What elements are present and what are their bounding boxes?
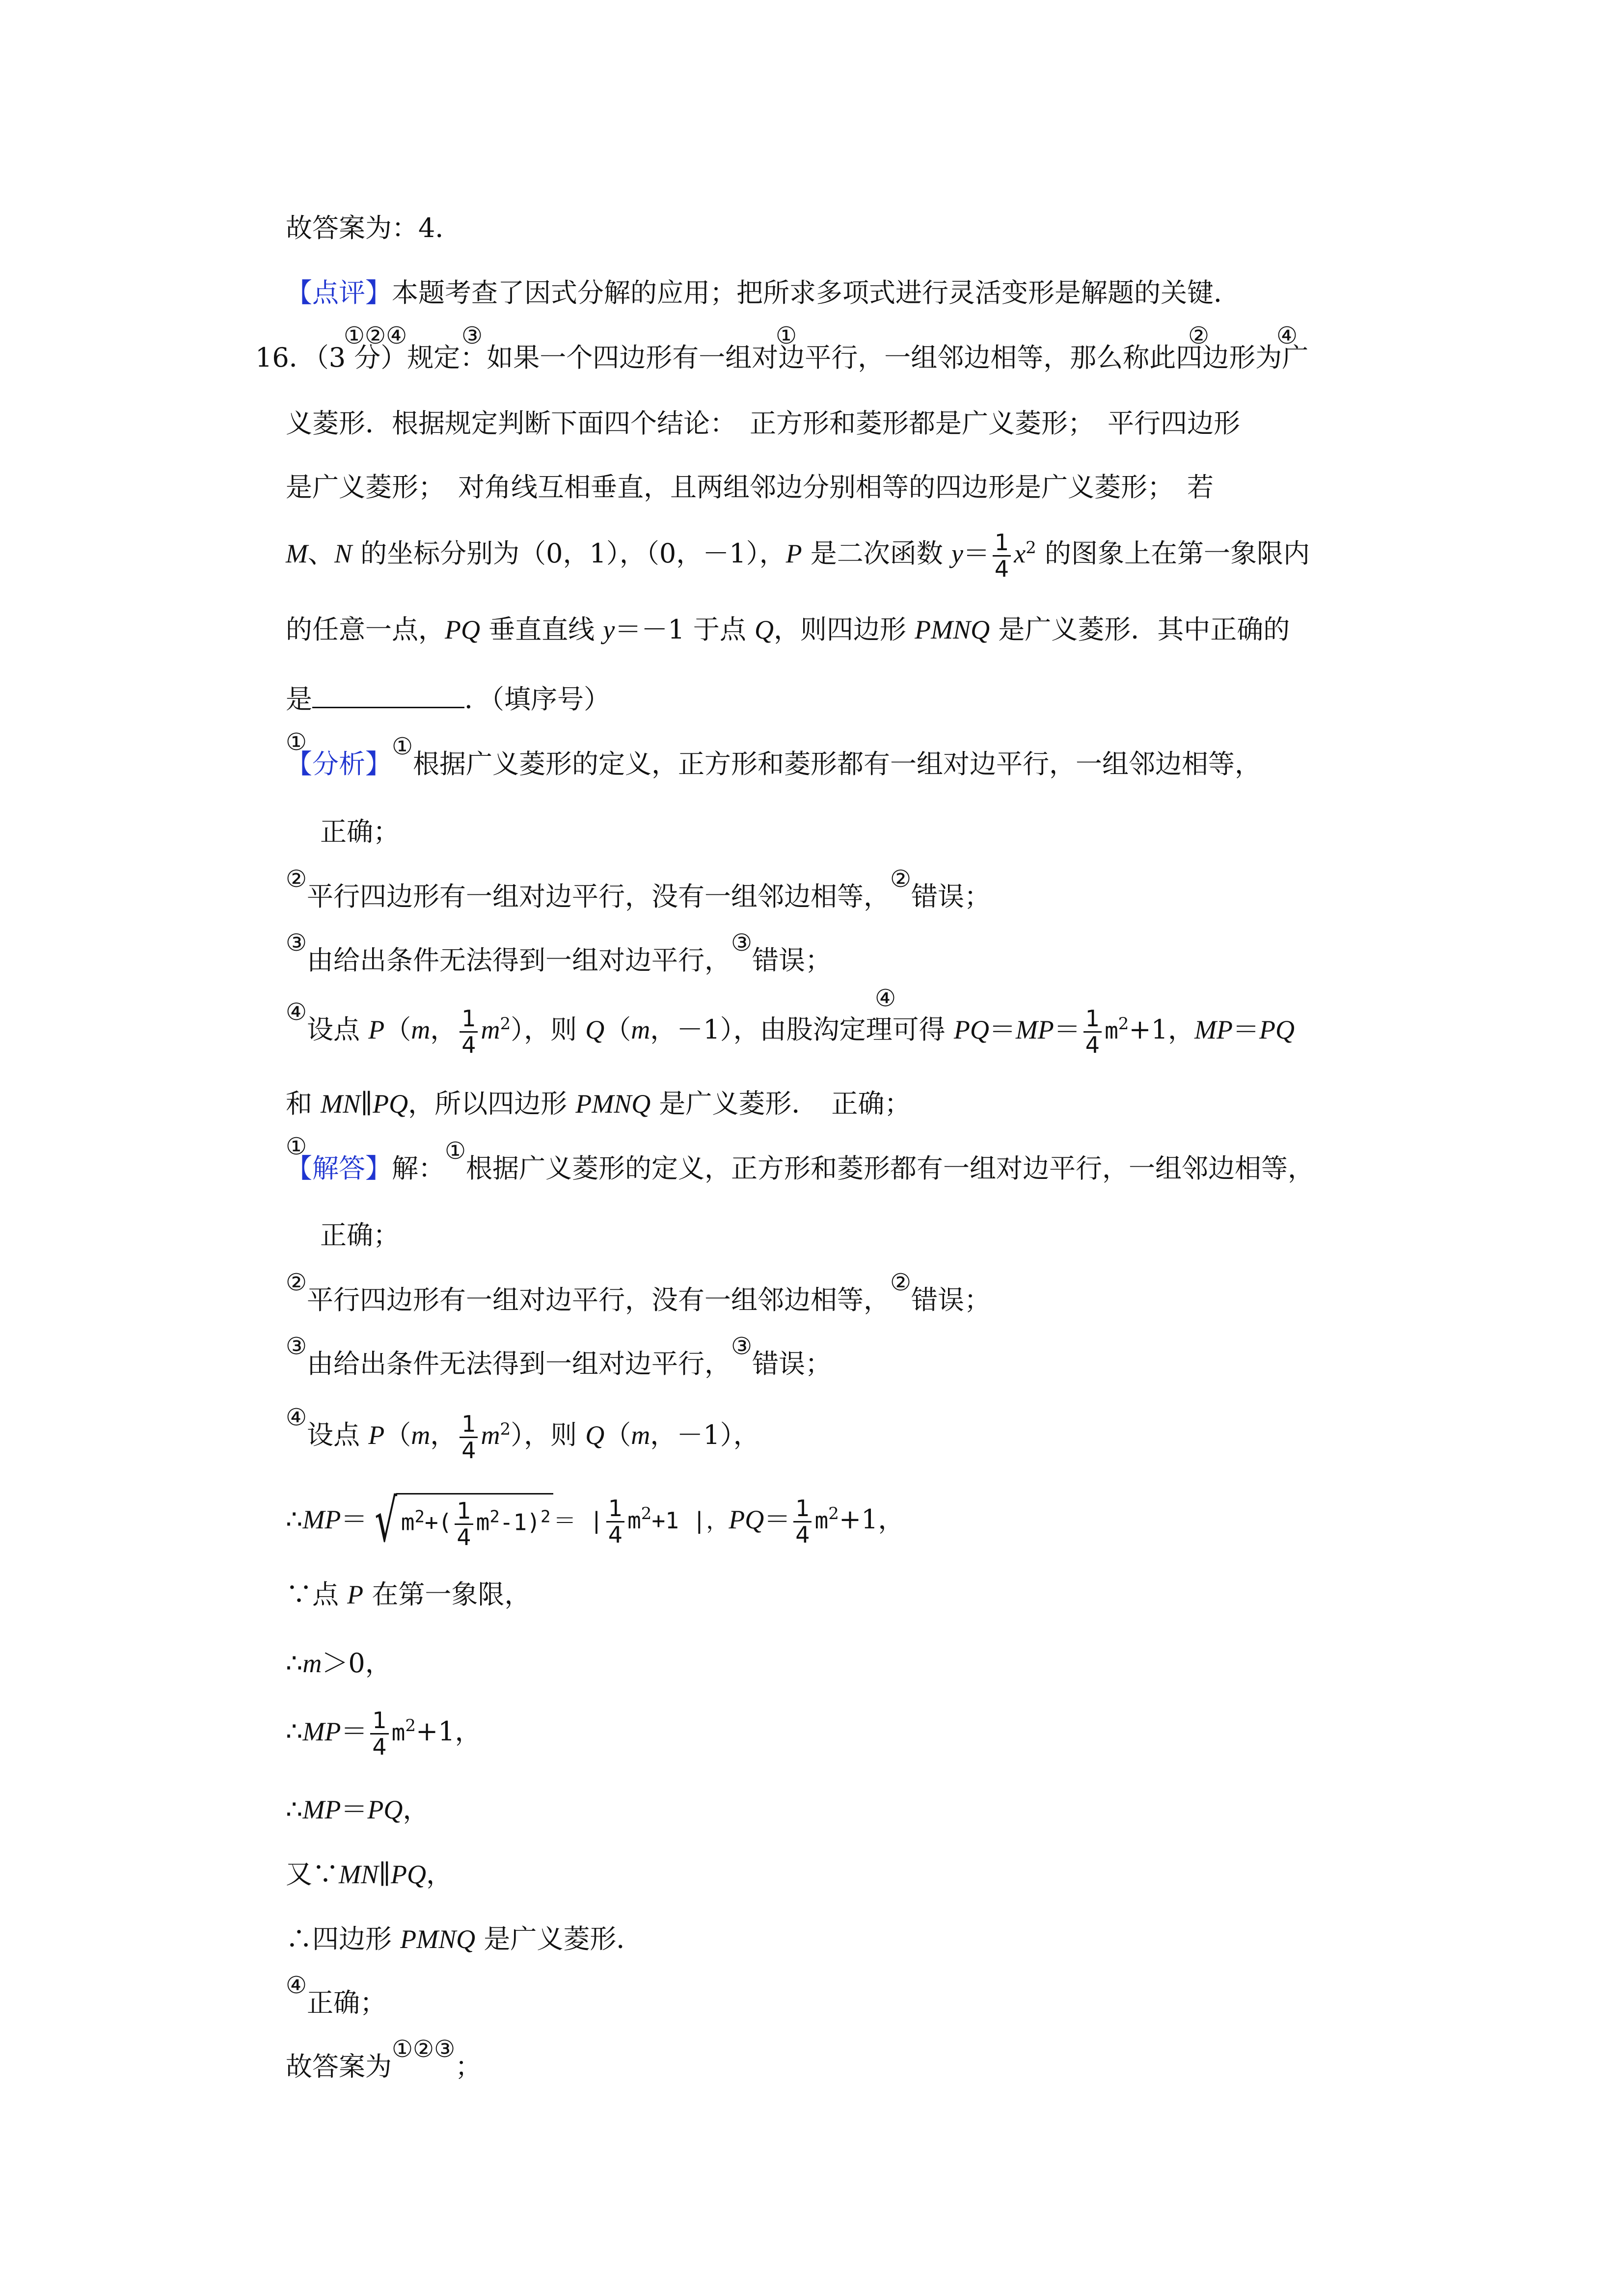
analysis-line-1b: 正确； [320,816,400,847]
previous-answer: 故答案为：4． [286,213,462,243]
solution-step-p-quadrant: ∵点 P 在第一象限， [286,1579,531,1610]
solution-tag: 【解答】 [286,1153,392,1184]
analysis-mark-1: ① [286,728,307,756]
solution-step-correct: ④正确； [286,1972,387,2018]
analysis-line-5: 和 MN∥PQ，所以四边形 PMNQ 是广义菱形． 正确； [286,1088,911,1119]
q16-line-2: 义菱形．根据规定判断下面四个结论： 正方形和菱形都是广义菱形； 平行四边形 [286,408,1240,439]
q16-line-3: 是广义菱形； 对角线互相垂直，且两组邻边分别相等的四边形是广义菱形； 若 [286,472,1214,503]
q16-line-6: 是 ．（填序号） [286,684,610,715]
q16-mark-2: ② [1188,322,1210,349]
solution-step-mp-value: ∴MP＝ $\frac{1}{4}$ $m^2+1$， [286,1707,482,1760]
comment-text: 本题考查了因式分解的应用；把所求多项式进行灵活变形是解题的关键． [392,277,1240,308]
solution-step-m-positive: ∴m＞0， [286,1648,392,1679]
analysis-line-4: ④设点 P（m， $\frac{1}{4}$ $m^2$），则 Q（m，－1），由股沟定理可得 PQ＝MP＝ $\frac{1}{4}$ $m^2+1$，MP＝PQ [286,998,1295,1058]
fraction-one-quarter: $\frac{1}{4}$ [993,530,1011,581]
analysis-line-3: ③由给出条件无法得到一组对边平行，③错误； [286,929,832,976]
answer-blank [312,685,464,708]
previous-comment [286,277,1240,308]
sqrt-icon: √ [375,1487,398,1555]
solution-step-parallel: 又∵MN∥PQ， [286,1859,453,1890]
analysis-line-1: 【分析】①根据广义菱形的定义，正方形和菱形都有一组对边平行，一组邻边相等， [286,733,1262,779]
solution-line-3: ③由给出条件无法得到一组对边平行，③错误； [286,1333,832,1379]
solution-step-conclusion: ∴四边形 PMNQ 是广义菱形． [286,1923,643,1954]
solution-mark-1: ① [286,1133,307,1160]
q16-line-1: 16．（3 分）规定：如果一个四边形有一组对边平行，一组邻边相等，那么称此四边形为广 [255,342,1309,373]
solution-line-2: ②平行四边形有一组对边平行，没有一组邻边相等，②错误； [286,1269,991,1315]
final-answer: 故答案为①②③； [286,2035,482,2082]
analysis-mark-4b: ④ [875,985,896,1012]
solution-line-1: 【解答】解：①根据广义菱形的定义，正方形和菱形都有一组对边平行，一组邻边相等， [286,1137,1315,1184]
solution-line-1b: 正确； [320,1220,400,1251]
q16-mark-1: ① [776,322,797,349]
analysis-line-2: ②平行四边形有一组对边平行，没有一组邻边相等，②错误； [286,865,991,912]
q16-mark-124: ①②④ [344,322,407,349]
solution-line-4: ④设点 P（m， $\frac{1}{4}$ $m^2$），则 Q（m，－1）， [286,1404,760,1464]
q16-mark-3: ③ [461,322,483,349]
analysis-tag: 【分析】 [286,748,392,779]
q16-line-4: M、N 的坐标分别为（0，1），（0，－1），P 是二次函数 y＝ $\frac{1}{4}$ $x^2$ 的图象上在第一象限内 [286,529,1310,582]
solution-step-mp-eq-pq: ∴MP＝PQ， [286,1794,430,1825]
comment-tag: 【点评】 [286,277,392,308]
q16-mark-4: ④ [1276,322,1298,349]
solution-step-mp-formula: ∴MP＝ √ $m^2+$( $\frac{1}{4}$ $m^2-1)^2$ ＝ | $\frac{1}{4}$ $m^2+1$ |，PQ＝ $\frac{1}{4}$ $m^2+1$， [286,1487,905,1555]
q16-line-5: 的任意一点，PQ 垂直直线 y＝－1 于点 Q，则四边形 PMNQ 是广义菱形．其中正确的 [286,614,1290,645]
